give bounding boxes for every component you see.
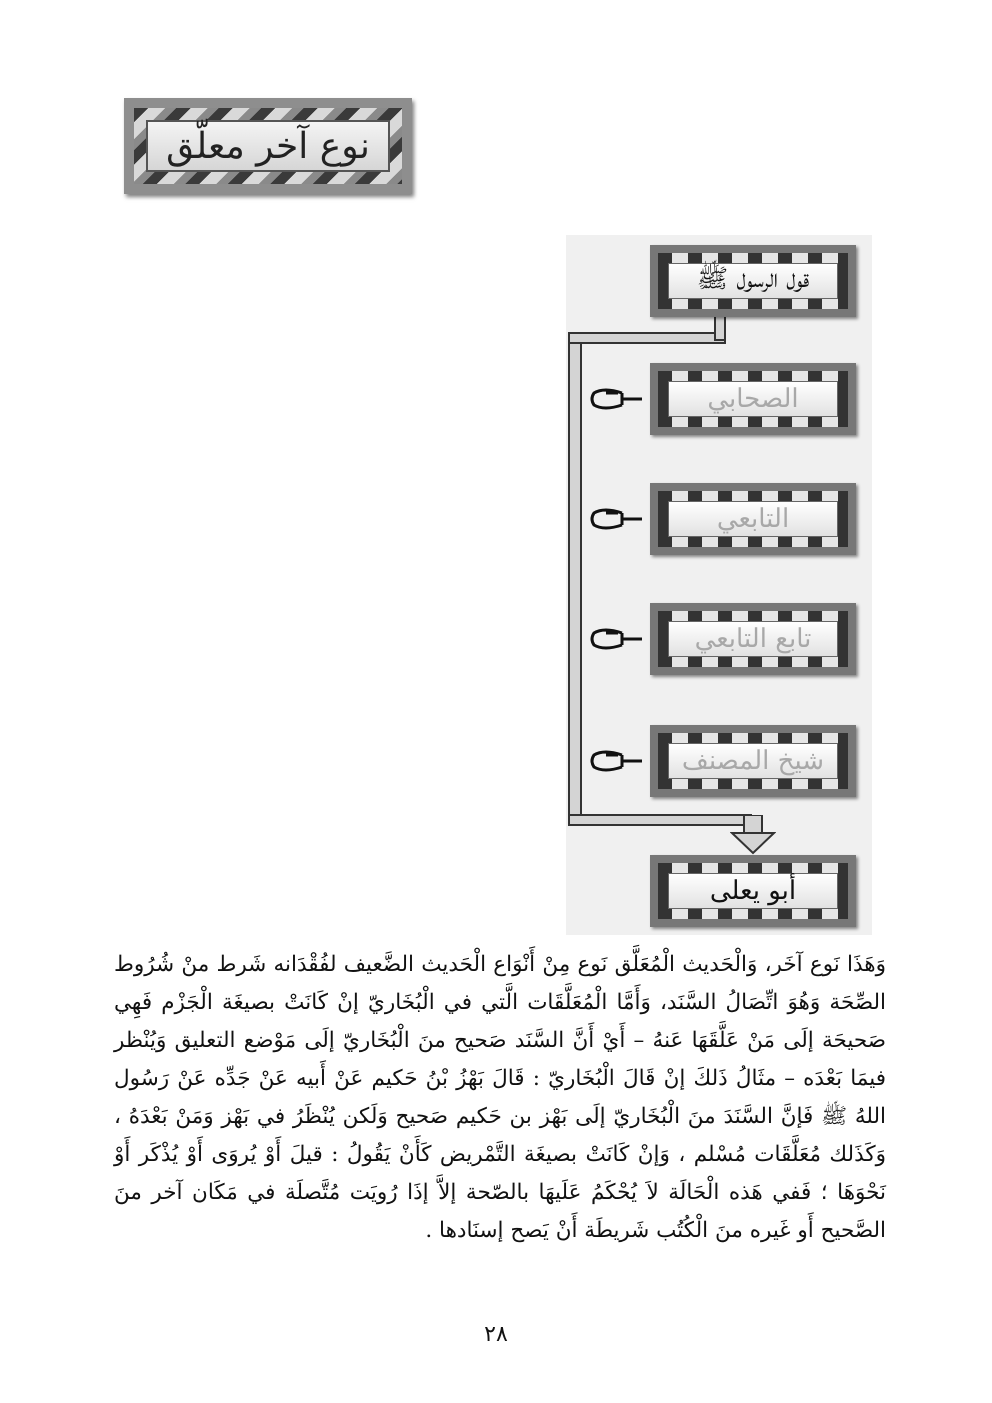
chain-connector-top (568, 332, 726, 344)
chain-box-follower-of-successor (650, 603, 856, 675)
pointing-hand-icon (588, 747, 644, 775)
chain-box-label: الصحابي (668, 381, 838, 417)
chain-connector-bottom (568, 814, 752, 826)
title-plaque (124, 98, 412, 194)
chain-connector-vertical (568, 332, 582, 826)
chain-box-label: تابع التابعي (668, 621, 838, 657)
chain-box-collector-label: أبو يعلى (668, 873, 838, 909)
page-title: نوع آخر معلّق (166, 125, 370, 167)
body-paragraph: وَهَذَا نَوع آخَر، وَالْحَديث الْمُعَلَّق نَوع مِنْ أَنْوَاع الْحَديث الضَّعيف لفُقْدَانه شَرط منْ شُرُوط الصِّحَة وَهُوَ اتِّصَالُ السَّنَد، وَأَمَّا الْمُعَلَّقَات الَّتي في الْبُخَاريّ إنْ كَانَتْ بصيغَة الْجَزْم فَهِي صَحيحَة إلَى مَنْ عَلَّقَهَا عَنهُ – أَيْ أَنَّ السَّنَد صَحيح منَ الْبُخَاريّ إلَى مَوْضع التعليق وَيُنْظر فيمَا بَعْدَه – مثَالُ ذَلكَ إنْ قَالَ الْبُخَاريّ : قَالَ بَهْزُ بْنُ حَكيم عَنْ أَبيه عَنْ جَدِّه عَنْ رَسُول اللهُ ﷺ فَإنَّ السَّنَدَ منَ الْبُخَاريّ إلَى بَهْز بن حَكيم صَحيح وَلَكن يُنْظَرُ في بَهْز وَمَنْ بَعْدَهُ ، وَكَذَلك مُعَلَّقَات مُسْلم ، وَإنْ كَانَتْ بصيغَة التَّمْريض كَأَنْ يَقُولُ : قيلَ أَوْ يُروَى أَوْ يُذْكَر أَوْ نَحْوَهَا ؛ فَفي هَذه الْحَالَة لاَ يُحْكَمُ عَلَيهَا بالصّحة إلاَّ إذَا رُويَت مُتَّصلَة في مَكَان آخر منَ الصَّحيح أَو غَيره منَ الْكُتُب شَريطَة أَنْ يَصح إسنَادها . (114, 952, 886, 1243)
chain-box-collector (650, 855, 856, 927)
isnad-diagram (566, 235, 872, 935)
chain-box-companion (650, 363, 856, 435)
pointing-hand-icon (588, 385, 644, 413)
pointing-hand-icon (588, 505, 644, 533)
chain-box-label: شيخ المصنف (668, 743, 838, 779)
chain-box-label: التابعي (668, 501, 838, 537)
pointing-hand-icon (588, 625, 644, 653)
chain-box-source (650, 245, 856, 317)
down-arrow-icon (730, 815, 776, 855)
chain-box-successor (650, 483, 856, 555)
chain-box-source-label: قول الرسول ﷺ (668, 263, 838, 299)
title-frame (146, 120, 390, 172)
chain-box-author-shaykh (650, 725, 856, 797)
page-number: ٢٨ (484, 1322, 508, 1347)
